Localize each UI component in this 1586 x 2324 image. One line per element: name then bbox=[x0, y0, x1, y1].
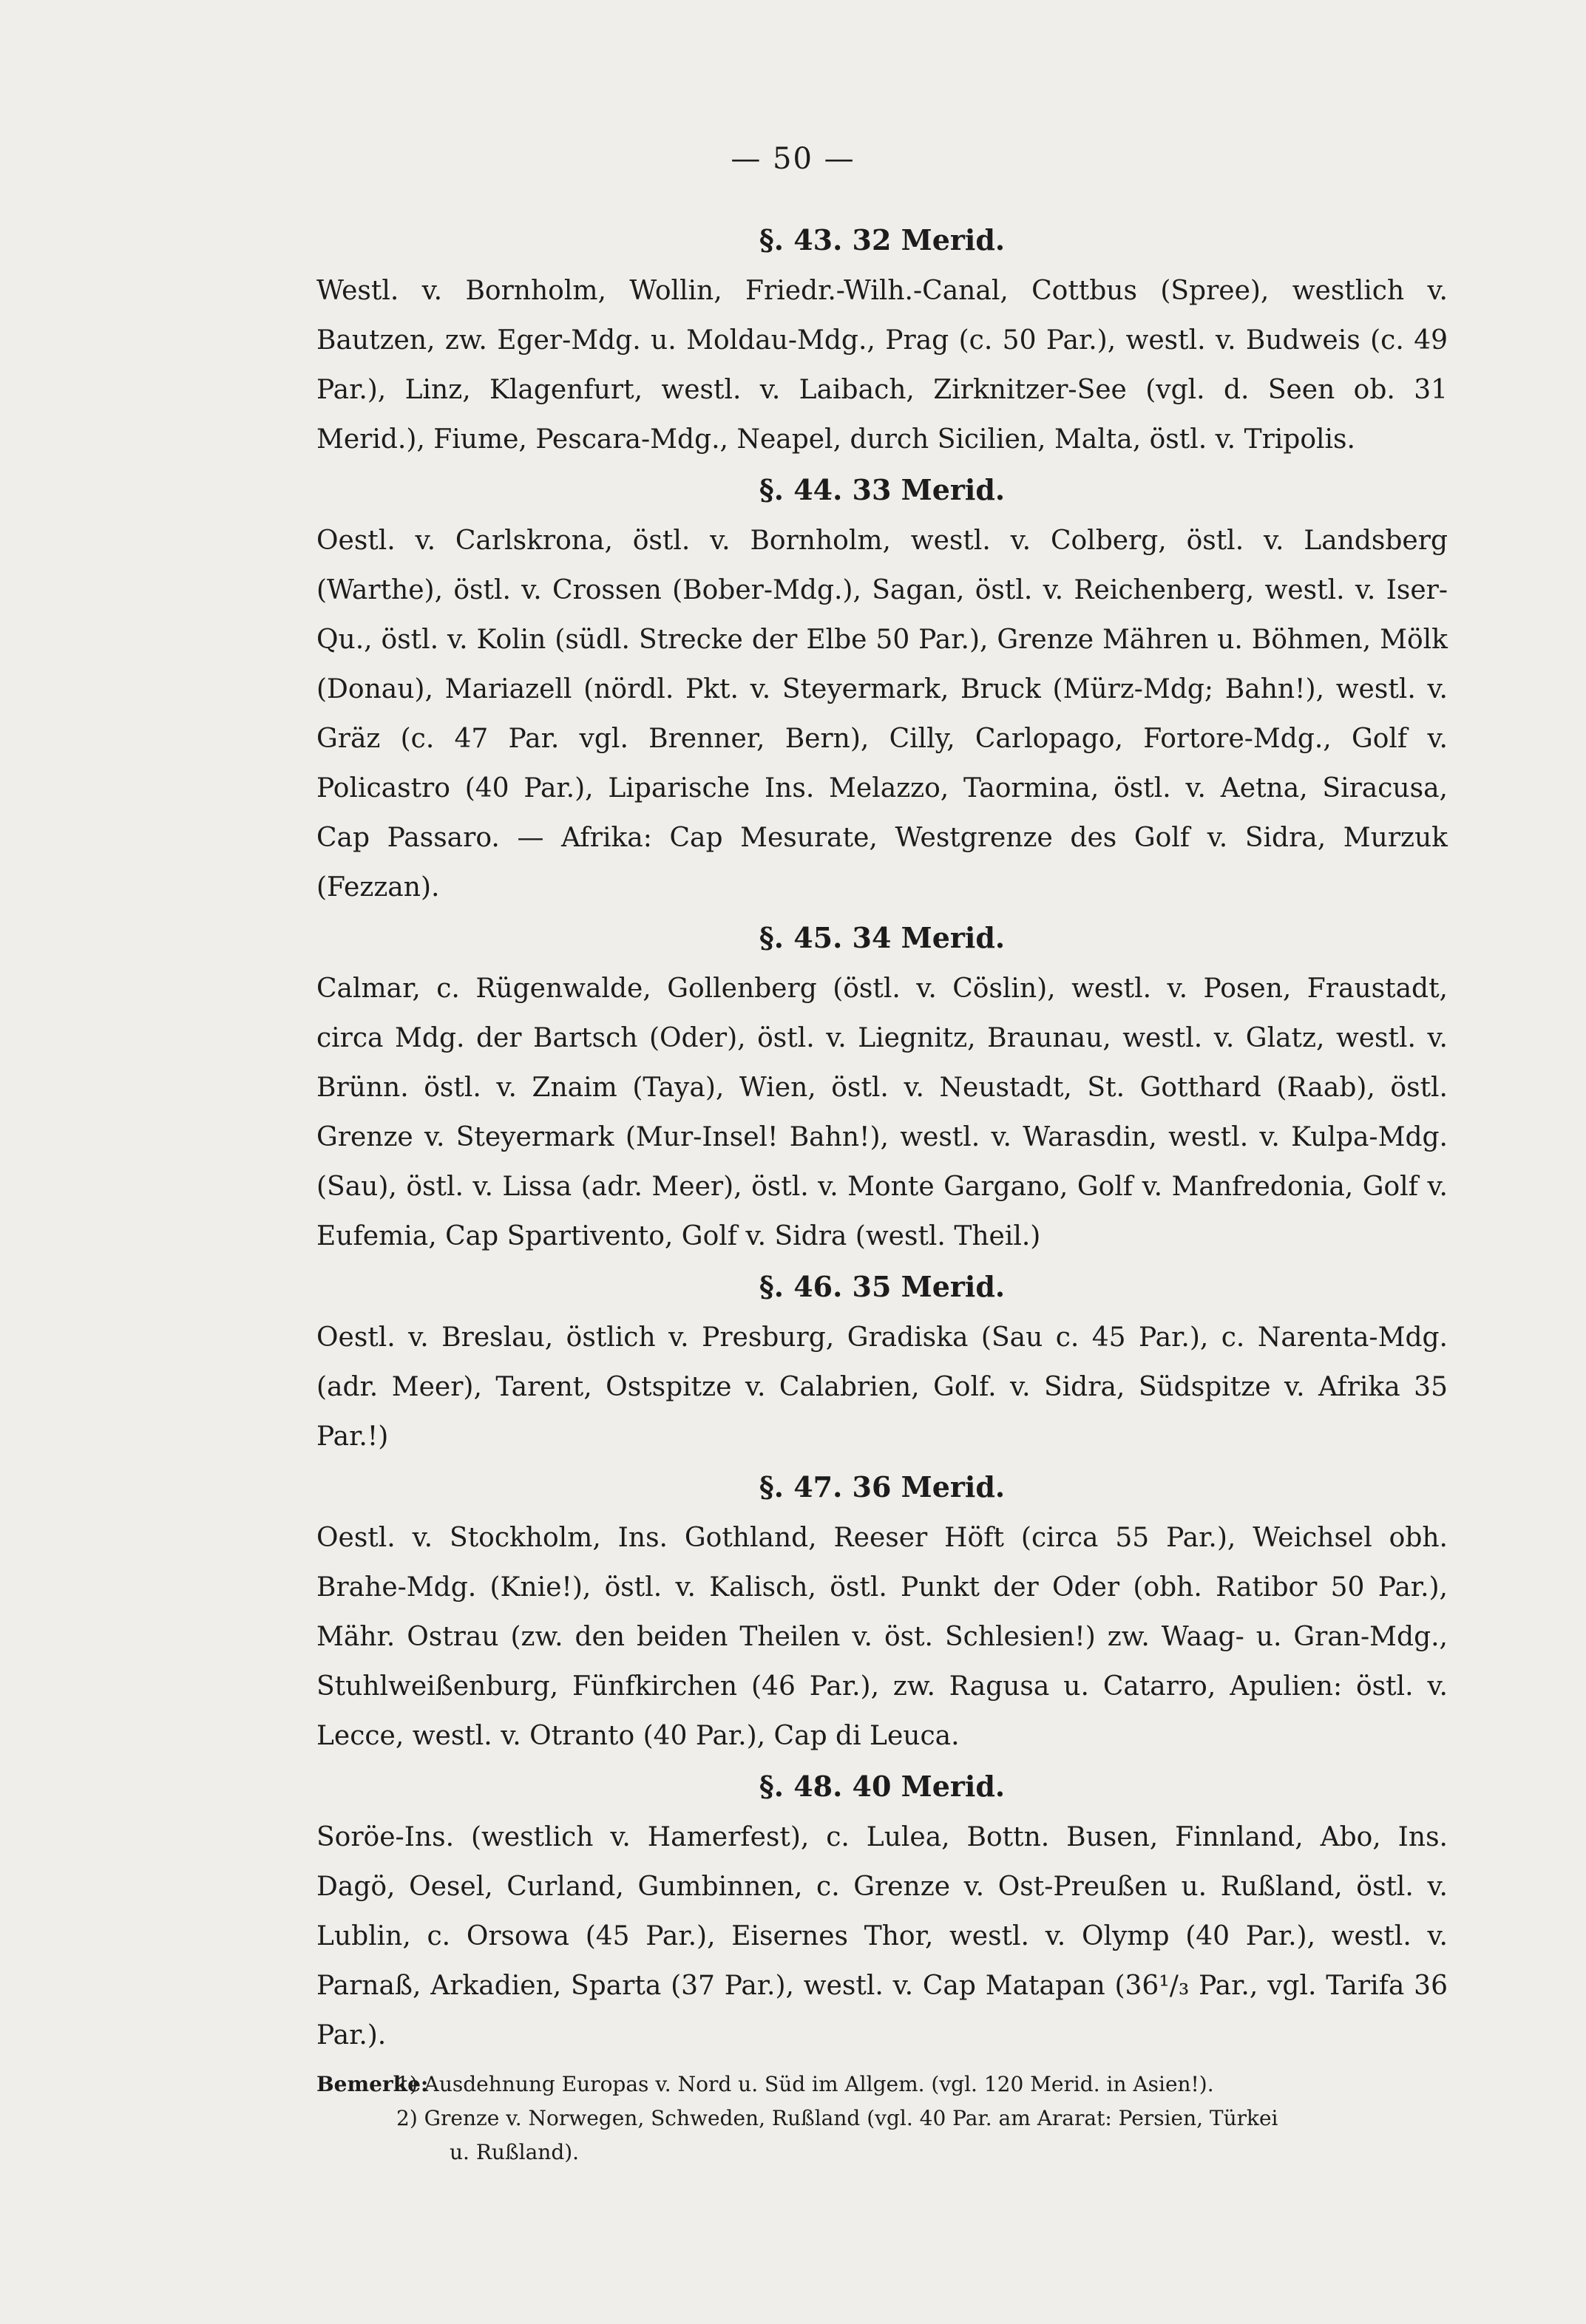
footnote-label: Bemerke: bbox=[316, 2072, 429, 2096]
section-45 bbox=[316, 912, 1448, 1261]
footnote-row bbox=[316, 2102, 1448, 2136]
section-text: Westl. v. Bornholm, Wollin, Friedr.-Wilh.-Canal, Cottbus (Spree), westlich v. Bautzen, zw. Eger-Mdg. u. Moldau-Mdg., Prag (c. 50 Par.), westl. v. Budweis (c. 49 Par.), Linz, Klagenfurt, westl. v. Laibach, Zirknitzer-See (vgl. d. Seen ob. 31 Merid.), Fiume, Pescara-Mdg., Neapel, durch Sicilien, Malta, östl. v. Tripolis. bbox=[316, 276, 1448, 455]
section-48 bbox=[316, 1761, 1448, 2060]
section-44 bbox=[316, 464, 1448, 912]
section-47 bbox=[316, 1461, 1448, 1761]
section-text: Oestl. v. Carlskrona, östl. v. Bornholm, westl. v. Colberg, östl. v. Landsberg (Warthe), östl. v. Crossen (Bober-Mdg.), Sagan, östl. v. Reichenberg, westl. v. Iser-Qu., östl. v. Kolin (südl. Strecke der Elbe 50 Par.), Grenze Mähren u. Böhmen, Mölk (Donau), Mariazell (nördl. Pkt. v. Steyermark, Bruck (Mürz-Mdg; Bahn!), westl. v. Gräz (c. 47 Par. vgl. Brenner, Bern), Cilly, Carlopago, Fortore-Mdg., Golf v. Policastro (40 Par.), Liparische Ins. Melazzo, Taormina, östl. v. Aetna, Siracusa, Cap Passaro. — Afrika: Cap Mesurate, Westgrenze des Golf v. Sidra, Murzuk (Fezzan). bbox=[316, 526, 1448, 903]
section-43 bbox=[316, 214, 1448, 464]
section-heading: §. 47. 36 Merid. bbox=[759, 1470, 1006, 1504]
footnote-continuation: u. Rußland). bbox=[450, 2140, 580, 2164]
section-46 bbox=[316, 1261, 1448, 1461]
section-heading: §. 44. 33 Merid. bbox=[759, 473, 1006, 506]
section-heading: §. 48. 40 Merid. bbox=[759, 1770, 1006, 1803]
section-text: Soröe-Ins. (westlich v. Hamerfest), c. Lulea, Bottn. Busen, Finnland, Abo, Ins. Dagö, Oesel, Curland, Gumbinnen, c. Grenze v. Ost-Preußen u. Rußland, östl. v. Lublin, c. Orsowa (45 Par.), Eisernes Thor, westl. v. Olymp (40 Par.), westl. v. Parnaß, Arkadien, Sparta (37 Par.), westl. v. Cap Matapan (36¹/₃ Par., vgl. Tarifa 36 Par.). bbox=[316, 1822, 1448, 2051]
footnote-item: 1) Ausdehnung Europas v. Nord u. Süd im Allgem. (vgl. 120 Merid. in Asien!). bbox=[396, 2072, 1214, 2096]
section-heading: §. 45. 34 Merid. bbox=[759, 921, 1006, 954]
page-number: — 50 — bbox=[731, 142, 855, 176]
page-body bbox=[316, 214, 1448, 2170]
section-text: Oestl. v. Breslau, östlich v. Presburg, Gradiska (Sau c. 45 Par.), c. Narenta-Mdg. (adr. Meer), Tarent, Ostspitze v. Calabrien, Golf. v. Sidra, Südspitze v. Afrika 35 Par.!) bbox=[316, 1322, 1448, 1452]
section-text: Oestl. v. Stockholm, Ins. Gothland, Reeser Höft (circa 55 Par.), Weichsel obh. Brahe-Mdg. (Knie!), östl. v. Kalisch, östl. Punkt der Oder (obh. Ratibor 50 Par.), Mähr. Ostrau (zw. den beiden Theilen v. öst. Schlesien!) zw. Waag- u. Gran-Mdg., Stuhlweißenburg, Fünfkirchen (46 Par.), zw. Ragusa u. Catarro, Apulien: östl. v. Lecce, westl. v. Otranto (40 Par.), Cap di Leuca. bbox=[316, 1523, 1448, 1751]
footnotes bbox=[316, 2068, 1448, 2170]
section-heading: §. 46. 35 Merid. bbox=[759, 1270, 1006, 1303]
footnote-row bbox=[316, 2068, 1448, 2102]
footnote-item: 2) Grenze v. Norwegen, Schweden, Rußland (vgl. 40 Par. am Ararat: Persien, Türkei bbox=[396, 2106, 1278, 2130]
section-text: Calmar, c. Rügenwalde, Gollenberg (östl. v. Cöslin), westl. v. Posen, Fraustadt, circa Mdg. der Bartsch (Oder), östl. v. Liegnitz, Braunau, westl. v. Glatz, westl. v. Brünn. östl. v. Znaim (Taya), Wien, östl. v. Neustadt, St. Gotthard (Raab), östl. Grenze v. Steyermark (Mur-Insel! Bahn!), westl. v. Warasdin, westl. v. Kulpa-Mdg. (Sau), östl. v. Lissa (adr. Meer), östl. v. Monte Gargano, Golf v. Manfredonia, Golf v. Eufemia, Cap Spartivento, Golf v. Sidra (westl. Theil.) bbox=[316, 974, 1448, 1251]
section-heading: §. 43. 32 Merid. bbox=[759, 223, 1006, 256]
footnote-spacer bbox=[316, 2102, 396, 2136]
